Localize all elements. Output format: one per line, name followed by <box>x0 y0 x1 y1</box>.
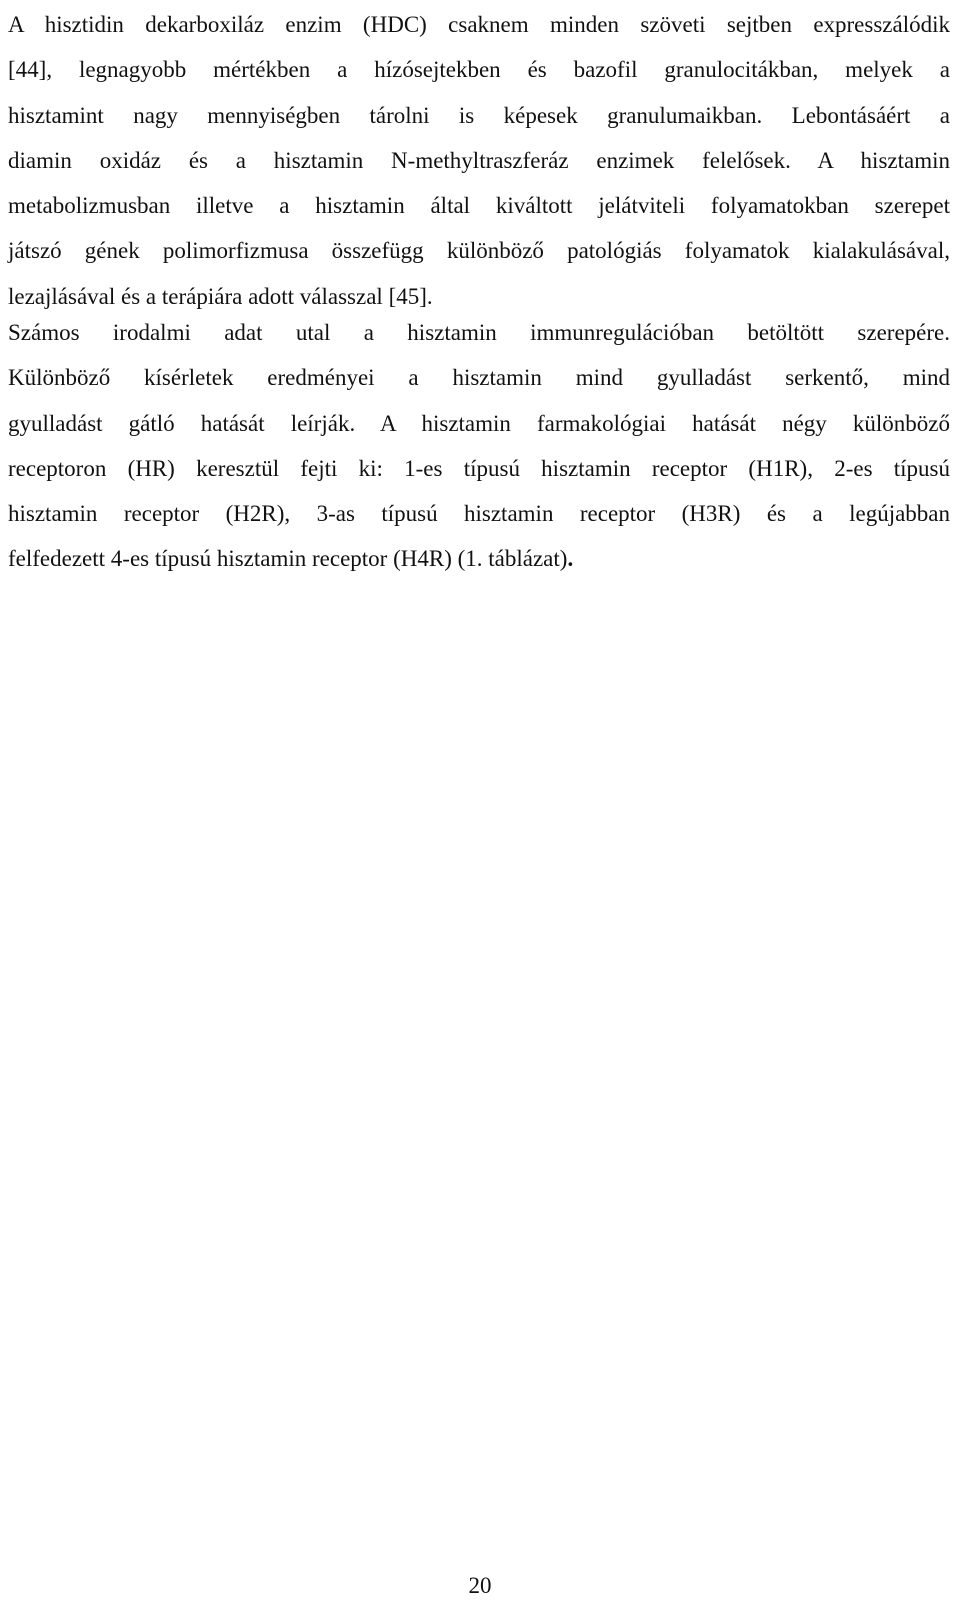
paragraph-line: metabolizmusban illetve a hisztamin által kiváltott jelátviteli folyamatokban szerepet <box>8 193 950 219</box>
paragraph-hdc-enzyme <box>8 2 950 319</box>
paragraph-line: gyulladást gátló hatását leírják. A hisztamin farmakológiai hatását négy különböző <box>8 410 950 436</box>
paragraph-histamine-receptors <box>8 310 950 582</box>
paragraph-line: receptoron (HR) keresztül fejti ki: 1-es típusú hisztamin receptor (H1R), 2-es típusú <box>8 455 950 481</box>
paragraph-line: Számos irodalmi adat utal a hisztamin immunregulációban betöltött szerepére. <box>8 320 950 345</box>
paragraph-line: Különböző kísérletek eredményei a hisztamin mind gyulladást serkentő, mind <box>8 365 950 391</box>
page-number: 20 <box>468 1573 492 1598</box>
paragraph-line: [44], legnagyobb mértékben a hízósejtekben és bazofil granulocitákban, melyek a <box>8 57 950 83</box>
paragraph-line: játszó gének polimorfizmusa összefügg különböző patológiás folyamatok kialakulásával, <box>8 238 950 264</box>
paragraph-line: hisztamin receptor (H2R), 3-as típusú hisztamin receptor (H3R) és a legújabban <box>8 501 950 527</box>
paragraph-line: hisztamint nagy mennyiségben tárolni is képesek granulumaikban. Lebontásáért a <box>8 102 950 128</box>
paragraph-line: lezajlásával és a terápiára adott válasszal [45]. <box>8 283 433 309</box>
last-line-text: felfedezett 4-es típusú hisztamin receptor (H4R) (1. táblázat) <box>8 546 568 572</box>
paragraph-last-line <box>8 536 950 581</box>
paragraph-line: A hisztidin dekarboxiláz enzim (HDC) csaknem minden szöveti sejtben expresszálódik <box>8 12 950 37</box>
paragraph-line: diamin oxidáz és a hisztamin N-methyltraszferáz enzimek felelősek. A hisztamin <box>8 147 950 173</box>
last-line-bold-period: . <box>567 546 574 572</box>
